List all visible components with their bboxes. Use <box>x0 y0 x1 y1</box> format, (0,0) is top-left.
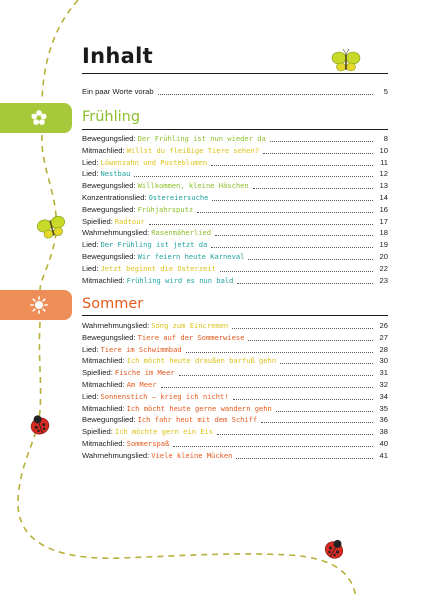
entry-type-label: Wahrnehmungslied: <box>82 228 150 238</box>
entry-type-label: Lied: <box>82 263 99 273</box>
dot-leader <box>233 399 373 400</box>
page-number: 38 <box>379 427 388 437</box>
entry-type-label: Mitmachlied: <box>82 380 125 389</box>
dot-leader <box>280 363 373 364</box>
entry-type-label: Lied: <box>82 240 99 250</box>
toc-entry <box>82 157 388 168</box>
page-number: 34 <box>379 391 388 401</box>
page-number: 27 <box>379 332 388 342</box>
entry-title: Am Meer <box>126 380 157 389</box>
dot-leader <box>211 247 373 248</box>
entry-title: Sonnenstich – krieg ich nicht! <box>100 391 229 401</box>
entry-type-label: Lied: <box>82 157 99 167</box>
butterfly-icon <box>332 49 360 71</box>
toc-entry <box>82 180 388 191</box>
page-number: 26 <box>379 321 388 330</box>
entry-title: Ich möchte gern ein Eis <box>114 427 214 437</box>
entry-title: Löwenzahn und Pusteblumen <box>100 157 208 167</box>
entry-title: Viele kleine Mücken <box>151 450 233 460</box>
entry-type-label: Bewegungslied: <box>82 181 136 191</box>
dot-leader <box>217 434 373 435</box>
dot-leader <box>179 375 373 376</box>
entry-title: Song zum Eincremen <box>151 321 229 330</box>
dot-leader <box>149 224 373 225</box>
entry-title: Willst du fleißige Tiere sehen? <box>126 145 260 155</box>
flower-icon <box>30 109 48 127</box>
page-number: 12 <box>379 169 388 179</box>
entry-type-label: Lied: <box>82 344 99 354</box>
toc-entry <box>82 438 388 449</box>
entry-type-label: Mitmachlied: <box>82 145 125 155</box>
dot-leader <box>158 94 373 95</box>
page-number: 30 <box>379 356 388 366</box>
entry-type-label: Spiellied: <box>82 427 113 437</box>
page-number: 19 <box>379 240 388 250</box>
page-number: 36 <box>379 415 388 425</box>
toc-entry <box>82 192 388 203</box>
toc-entry <box>82 355 388 366</box>
page-number: 10 <box>379 145 388 155</box>
ladybug-icon <box>322 536 347 561</box>
page-number: 13 <box>379 181 388 191</box>
page-number: 8 <box>383 134 388 143</box>
toc-entry <box>82 344 388 355</box>
toc-entry <box>82 133 388 144</box>
page-number: 23 <box>379 275 388 285</box>
dot-leader <box>253 188 373 189</box>
entry-title: Frühling wird es nun bald <box>126 275 234 285</box>
entry-title: Ich fahr heut mit dem Schiff <box>137 415 258 425</box>
page-number: 20 <box>379 252 388 261</box>
entry-type-label: Bewegungslied: <box>82 204 136 214</box>
dot-leader <box>248 340 373 341</box>
entry-title: Der Frühling ist nun wieder da <box>137 134 266 143</box>
entry-type-label: Mitmachlied: <box>82 356 125 366</box>
entry-type-label: Bewegungslied: <box>82 134 136 143</box>
dot-leader <box>161 387 373 388</box>
entry-type-label: Mitmachlied: <box>82 275 125 285</box>
entry-title: Radtour <box>114 216 145 226</box>
entry-title: Tiere im Schwimmbad <box>100 344 182 354</box>
dot-leader <box>232 328 373 329</box>
page-number: 35 <box>379 403 388 413</box>
dot-leader <box>212 200 373 201</box>
dot-leader <box>236 458 373 459</box>
dashed-path-middle <box>40 135 56 290</box>
section-divider <box>82 129 388 130</box>
page-number: 14 <box>379 193 388 202</box>
entry-title: Tiere auf der Sommerwiese <box>137 332 245 342</box>
page-number: 28 <box>379 344 388 354</box>
toc-entry <box>82 320 388 331</box>
sun-icon <box>30 296 48 314</box>
page-number: 31 <box>379 368 388 378</box>
dot-leader <box>186 352 373 353</box>
dot-leader <box>261 422 373 423</box>
dot-leader <box>263 153 373 154</box>
section-heading: Frühling <box>82 109 141 125</box>
toc-entry <box>82 332 388 343</box>
entry-title: Jetzt beginnt die Osterzeit <box>100 263 216 273</box>
dot-leader <box>237 283 373 284</box>
toc-entry <box>82 450 388 461</box>
entry-type-label: Ein paar Worte vorab <box>82 87 154 96</box>
entry-title: Ich möcht heute gerne wandern gehn <box>126 403 272 413</box>
page-number: 5 <box>383 87 388 96</box>
entry-type-label: Bewegungslied: <box>82 332 136 342</box>
toc-entry <box>82 414 388 425</box>
page-number: 40 <box>379 439 388 448</box>
entry-title: Nestbau <box>100 169 131 179</box>
toc-entry <box>82 145 388 156</box>
toc-entry <box>82 275 388 286</box>
entry-title: Willkommen, kleine Häschen <box>137 181 249 191</box>
toc-entry <box>82 251 388 262</box>
entry-type-label: Lied: <box>82 391 99 401</box>
dot-leader <box>134 176 373 177</box>
toc-entry <box>82 403 388 414</box>
toc-entry <box>82 168 388 179</box>
toc-entry <box>82 391 388 402</box>
dot-leader <box>270 141 373 142</box>
toc-entry <box>82 379 388 390</box>
toc-entry <box>82 216 388 227</box>
toc-entry <box>82 239 388 250</box>
entry-type-label: Wahrnehmungslied: <box>82 321 150 330</box>
dot-leader <box>211 165 373 166</box>
entry-title: Ich möcht heute draußen barfuß gehn <box>126 356 277 366</box>
page-title: Inhalt <box>82 44 153 68</box>
toc-entry <box>82 204 388 215</box>
toc-entry <box>82 86 388 97</box>
entry-title: Fische im Meer <box>114 368 175 378</box>
page-number: 41 <box>379 450 388 460</box>
title-divider <box>82 73 388 74</box>
ladybug-icon <box>28 413 51 437</box>
entry-title: Wir feiern heute Karneval <box>137 252 245 261</box>
page-number: 32 <box>379 380 388 389</box>
entry-type-label: Mitmachlied: <box>82 439 125 448</box>
dashed-path-top <box>42 0 78 100</box>
entry-type-label: Wahrnehmungslied: <box>82 450 150 460</box>
toc-entry <box>82 367 388 378</box>
entry-type-label: Bewegungslied: <box>82 415 136 425</box>
page-number: 17 <box>379 216 388 226</box>
page-number: 18 <box>379 228 388 238</box>
dot-leader <box>276 411 373 412</box>
toc-entry <box>82 263 388 274</box>
page-number: 22 <box>379 263 388 273</box>
entry-title: Ostereiersuche <box>148 193 209 202</box>
page-number: 11 <box>380 157 388 167</box>
dot-leader <box>220 271 373 272</box>
dot-leader <box>248 259 373 260</box>
dot-leader <box>215 235 373 236</box>
entry-type-label: Konzentrationslied: <box>82 193 147 202</box>
section-heading: Sommer <box>82 296 144 312</box>
section-divider <box>82 315 388 316</box>
entry-title: Rasenmäherlied <box>151 228 212 238</box>
entry-type-label: Spiellied: <box>82 368 113 378</box>
entry-type-label: Bewegungslied: <box>82 252 136 261</box>
toc-entry <box>82 426 388 437</box>
page-number: 16 <box>379 204 388 214</box>
entry-type-label: Mitmachlied: <box>82 403 125 413</box>
dot-leader <box>197 212 373 213</box>
dot-leader <box>173 446 373 447</box>
summer-tab <box>0 290 72 320</box>
spring-tab <box>0 103 72 133</box>
entry-title: Frühjahrsputz <box>137 204 194 214</box>
entry-title: Sommerspaß <box>126 439 170 448</box>
entry-type-label: Lied: <box>82 169 99 179</box>
toc-entry <box>82 227 388 238</box>
entry-title: Der Frühling ist jetzt da <box>100 240 208 250</box>
entry-type-label: Spiellied: <box>82 216 113 226</box>
butterfly-icon <box>36 215 68 241</box>
